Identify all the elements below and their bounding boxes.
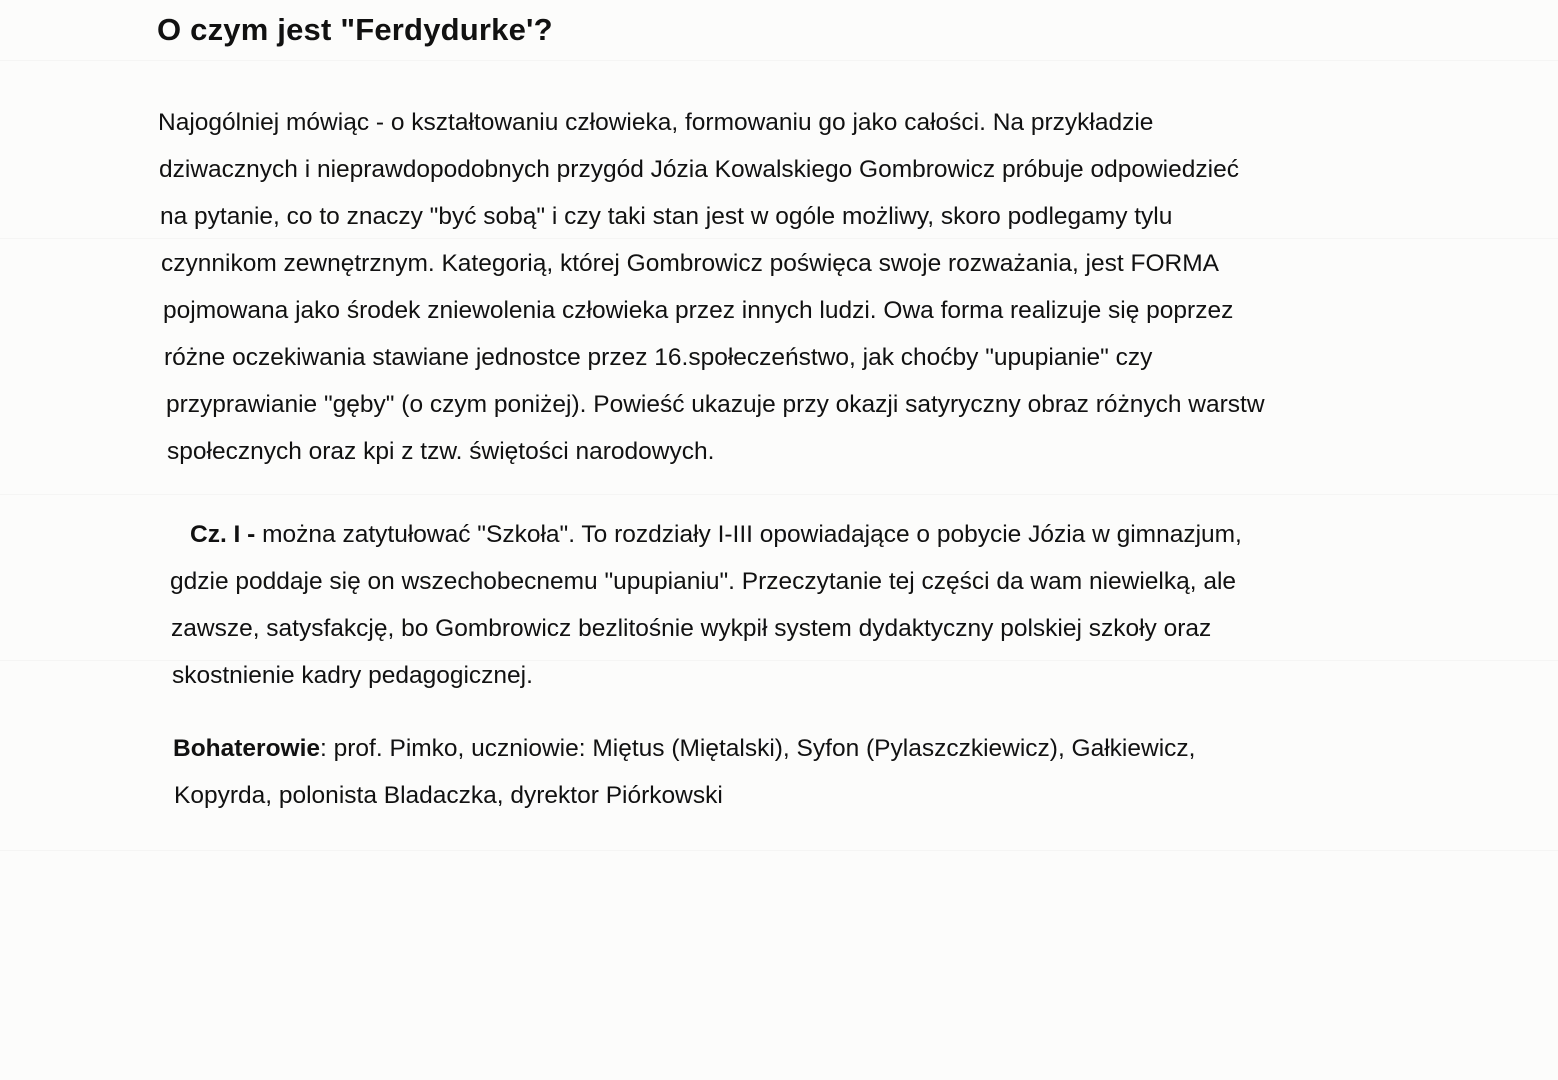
characters-label: Bohaterowie [173, 735, 321, 762]
characters-first-line [173, 725, 1195, 772]
intro-line: społecznych oraz kpi z tzw. świętości narodowych. [167, 438, 715, 465]
part1-paragraph [158, 511, 1242, 699]
bleed-through-line [0, 850, 1558, 851]
intro-line: czynnikom zewnętrznym. Kategorią, której Gombrowicz poświęca swoje rozważania, jest FORMA [161, 250, 1219, 277]
intro-line: dziwacznych i nieprawdopodobnych przygód Józia Kowalskiego Gombrowicz próbuje odpowiedzieć [159, 156, 1239, 183]
part1-line: skostnienie kadry pedagogicznej. [172, 662, 533, 689]
part1-first-line [190, 511, 1242, 558]
intro-line: różne oczekiwania stawiane jednostce przez 16.społeczeństwo, jak choćby "upupianie" czy [164, 344, 1153, 371]
part1-label: Cz. I - [190, 521, 256, 548]
part1-line: zawsze, satysfakcję, bo Gombrowicz bezlitośnie wykpił system dydaktyczny polskiej szkoły oraz [171, 615, 1212, 642]
characters-first-line-text: : prof. Pimko, uczniowie: Miętus (Miętalski), Syfon (Pylaszczkiewicz), Gałkiewicz, [320, 735, 1196, 762]
bleed-through-line [0, 494, 1558, 495]
page-title: O czym jest "Ferdydurke'? [157, 12, 553, 47]
characters-second-line: Kopyrda, polonista Bladaczka, dyrektor Piórkowski [174, 782, 723, 809]
part1-first-line-text: można zatytułować "Szkoła". To rozdziały I-III opowiadające o pobycie Józia w gimnazjum, [255, 521, 1242, 548]
bleed-through-line [0, 60, 1558, 61]
part1-line: gdzie poddaje się on wszechobecnemu "upupianiu". Przeczytanie tej części da wam niewielką, ale [170, 568, 1237, 595]
intro-line: przyprawianie "gęby" (o czym poniżej). Powieść ukazuje przy okazji satyryczny obraz różnych warstw [166, 391, 1265, 418]
intro-paragraph [158, 99, 1265, 475]
intro-line: na pytanie, co to znaczy "być sobą" i czy taki stan jest w ogóle możliwy, skoro podlegamy tylu [160, 203, 1173, 230]
characters-paragraph [158, 725, 1195, 819]
intro-line: pojmowana jako środek zniewolenia człowieka przez innych ludzi. Owa forma realizuje się poprzez [163, 297, 1234, 324]
intro-line: Najogólniej mówiąc - o kształtowaniu człowieka, formowaniu go jako całości. Na przykładzie [158, 109, 1154, 136]
